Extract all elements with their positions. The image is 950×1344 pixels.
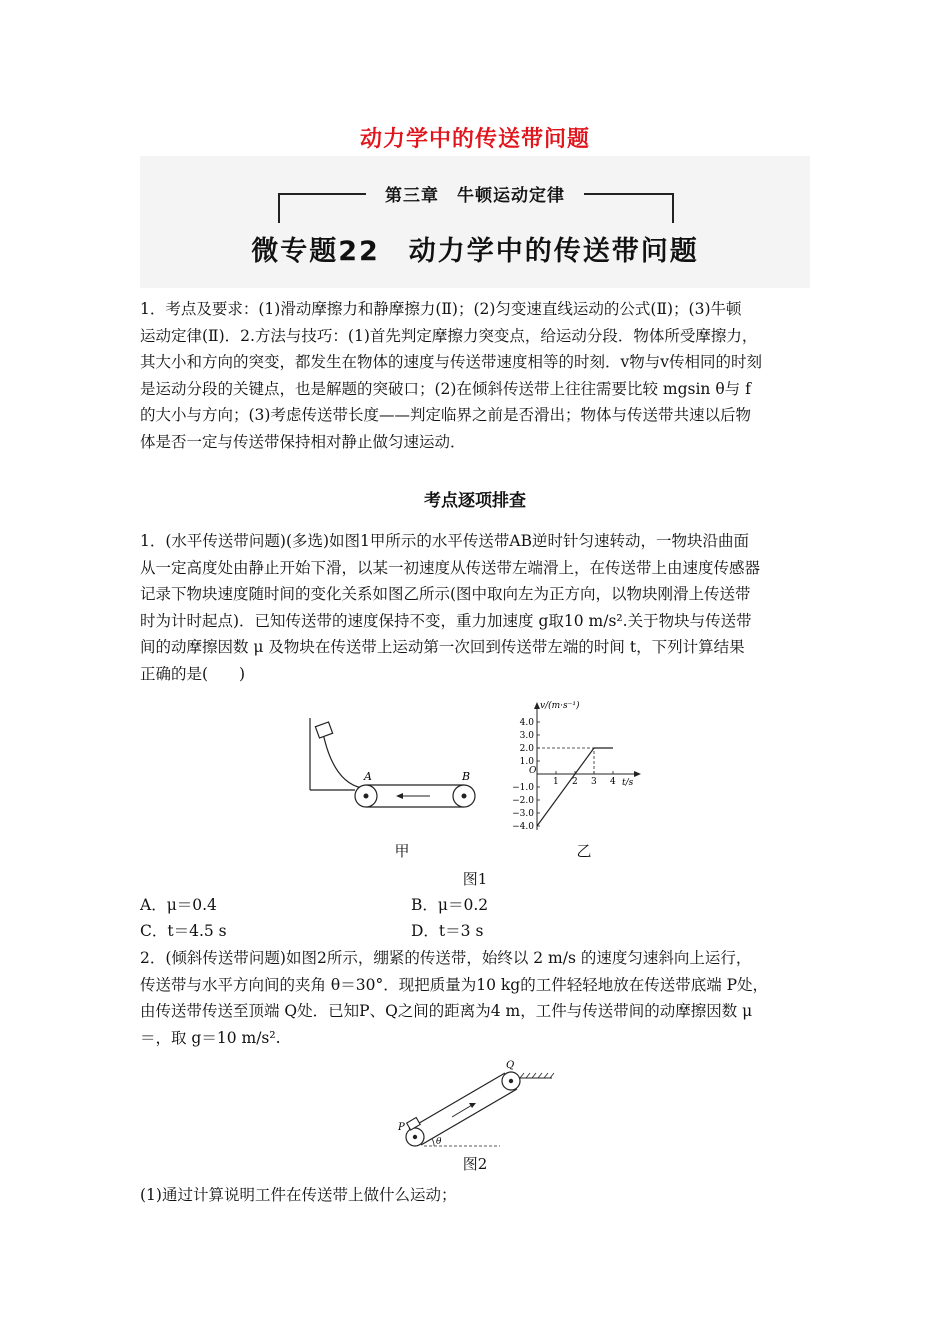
pulley-p-axle: [413, 1135, 417, 1139]
y-axis-label: v/(m·s⁻¹): [540, 701, 580, 711]
q1-line: 时为计时起点)．已知传送带的速度保持不变，重力加速度 g取10 m/s².关于物块与传送带: [140, 611, 752, 630]
figure-1-caption: 图1: [462, 870, 488, 888]
x-tick-label: 2: [572, 777, 578, 787]
section-title: 考点逐项排查: [424, 491, 526, 511]
intro-line: 体是否一定与传送带保持相对静止做匀速运动．: [140, 432, 466, 451]
option-c[interactable]: C．t＝4.5 s: [140, 922, 227, 940]
y-tick-label: −2.0: [512, 796, 534, 806]
direction-arrow-icon: [396, 793, 403, 799]
intro-line: 是运动分段的关键点，也是解题的突破口；(2)在倾斜传送带上往往需要比较 mgsin θ与 f: [140, 379, 751, 398]
label-q: Q: [506, 1060, 515, 1071]
document-title: 动力学中的传送带问题: [359, 127, 590, 152]
question-2-text: [140, 945, 820, 1051]
series-line-v: [537, 748, 613, 826]
q1-line: 从一定高度处由静止开始下滑，以某一初速度从传送带左端滑上，在传送带上由速度传感器: [140, 558, 761, 577]
intro-line: 1．考点及要求：(1)滑动摩擦力和静摩擦力(Ⅱ)；(2)匀变速直线运动的公式(Ⅱ)；(3)牛顿: [140, 300, 742, 318]
option-b[interactable]: B．μ＝0.2: [411, 896, 489, 914]
intro-line: 其大小和方向的突变，都发生在物体的速度与传送带速度相等的时刻．v物与v传相同的时刻: [140, 353, 763, 371]
figure-2-incline-diagram: [390, 1058, 560, 1150]
y-tick-label: 3.0: [519, 731, 534, 741]
y-tick-label: 1.0: [519, 757, 534, 767]
q1-line: 间的动摩擦因数 μ 及物块在传送带上运动第一次回到传送带左端的时间 t，下列计算结果: [140, 638, 745, 656]
motion-arrow-shaft: [452, 1105, 472, 1117]
q2-subquestion-1: (1)通过计算说明工件在传送带上做什么运动；: [140, 1186, 457, 1204]
ceiling-hatch: [520, 1073, 554, 1078]
y-tick-label: 2.0: [519, 744, 534, 754]
intro-line: 运动定律(Ⅱ)．2.方法与技巧：(1)首先判定摩擦力突变点，给运动分段．物体所受摩擦力，: [140, 326, 758, 345]
q2-line: 由传送带传送至顶端 Q处．已知P、Q之间的距离为4 m，工件与传送带间的动摩擦因数 μ: [140, 1002, 753, 1020]
q1-line: 记录下物块速度随时间的变化关系如图乙所示(图中取向左为正方向，以物块刚滑上传送带: [140, 585, 751, 603]
topic-heading: 微专题22 动力学中的传送带问题: [251, 236, 699, 267]
q1-line: 正确的是( ): [140, 664, 246, 683]
y-tick-label: −3.0: [512, 809, 534, 819]
x-axis-arrow-icon: [634, 771, 641, 777]
block: [315, 722, 332, 738]
label-a: A: [364, 770, 372, 783]
chapter-heading: 第三章 牛顿运动定律: [385, 186, 565, 206]
x-axis-label: t/s: [622, 778, 634, 788]
option-a[interactable]: A．μ＝0.4: [140, 896, 217, 914]
x-tick-label: 1: [553, 777, 559, 787]
chapter-banner: [140, 156, 810, 288]
pulley-q-axle: [509, 1079, 513, 1083]
motion-arrow-icon: [469, 1103, 476, 1108]
y-tick-label: −4.0: [512, 822, 534, 832]
curved-slope: [322, 728, 362, 788]
label-theta: θ: [436, 1137, 442, 1147]
q1-line: 1．(水平传送带问题)(多选)如图1甲所示的水平传送带AB逆时针匀速转动，一物块沿曲面: [140, 532, 749, 550]
x-tick-label: 3: [591, 777, 597, 787]
belt-upper-edge: [409, 1073, 505, 1129]
option-d[interactable]: D．t＝3 s: [411, 922, 484, 940]
y-tick-label: −1.0: [512, 783, 534, 793]
y-tick-label: 4.0: [519, 718, 534, 728]
x-tick-label: 4: [610, 777, 616, 787]
q2-line: 传送带与水平方向间的夹角 θ＝30°．现把质量为10 kg的工件轻轻地放在传送带底端 P处，: [140, 975, 769, 994]
pulley-a-axle: [364, 794, 369, 799]
q2-line: ＝，取 g＝10 m/s².: [140, 1028, 281, 1047]
question-1-text: [140, 528, 820, 687]
intro-line: 的大小与方向；(3)考虑传送带长度——判定临界之前是否滑出；物体与传送带共速以后物: [140, 406, 751, 424]
label-b: B: [462, 770, 471, 783]
label-p: P: [398, 1122, 405, 1133]
figure-1-belt-diagram: [300, 712, 490, 822]
angle-arc: [432, 1139, 434, 1146]
origin-label: O: [529, 766, 537, 776]
figure-2-caption: 图2: [462, 1155, 488, 1173]
figure-1-right-label: 乙: [576, 842, 592, 860]
figure-1-left-label: 甲: [394, 842, 410, 860]
figure-1-vt-graph: [500, 696, 670, 836]
q2-line: 2．(倾斜传送带问题)如图2所示，绷紧的传送带，始终以 2 m/s 的速度匀速斜向上运行，: [140, 949, 752, 967]
intro-paragraph: [140, 296, 820, 455]
pulley-b-axle: [462, 794, 467, 799]
